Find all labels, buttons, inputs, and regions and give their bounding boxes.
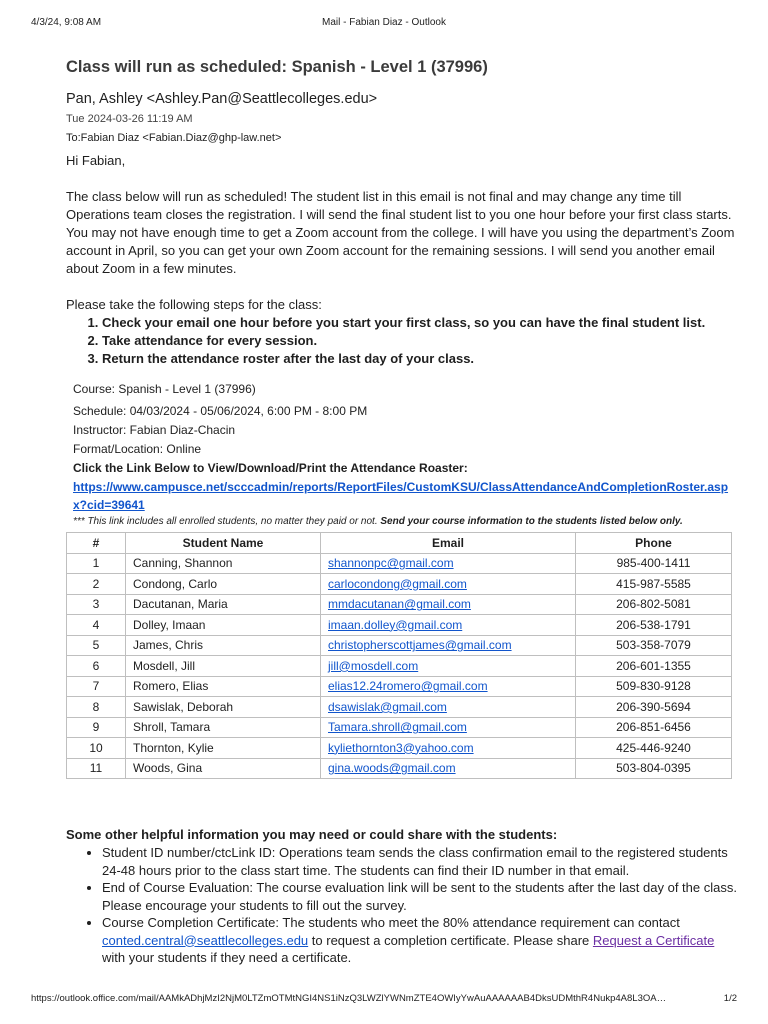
student-email-link[interactable]: carlocondong@gmail.com [328, 576, 467, 591]
cell-number: 5 [67, 635, 126, 656]
roster-link[interactable]: https://www.campusce.net/scccadmin/reports/ReportFiles/CustomKSU/ClassAttendanceAndCompletionRoster.aspx?cid=39641 [73, 480, 729, 512]
student-rows [67, 553, 732, 779]
cell-email[interactable] [321, 738, 576, 759]
cell-email[interactable] [321, 615, 576, 636]
table-header-row [67, 533, 732, 554]
print-timestamp: 4/3/24, 9:08 AM [31, 17, 102, 28]
course-instructor: Instructor: Fabian Diaz-Chacin [73, 423, 236, 437]
cell-email[interactable] [321, 594, 576, 615]
column-header-phone: Phone [576, 533, 732, 554]
course-info [66, 380, 738, 530]
table-row [67, 676, 732, 697]
cell-email[interactable] [321, 676, 576, 697]
roster-note [73, 514, 738, 530]
cell-phone: 206-851-6456 [576, 717, 732, 738]
cell-phone: 985-400-1411 [576, 553, 732, 574]
student-email-link[interactable]: jill@mosdell.com [328, 658, 419, 673]
steps-list [66, 314, 738, 368]
cell-email[interactable] [321, 553, 576, 574]
cell-student-name: Shroll, Tamara [126, 717, 321, 738]
cell-student-name: Dolley, Imaan [126, 615, 321, 636]
cell-phone: 206-538-1791 [576, 615, 732, 636]
course-schedule: Schedule: 04/03/2024 - 05/06/2024, 6:00 PM - 8:00 PM [73, 404, 368, 418]
cell-number: 3 [67, 594, 126, 615]
email-message [66, 56, 738, 967]
table-row [67, 615, 732, 636]
certificate-text-before: Course Completion Certificate: The students who meet the 80% attendance requirement can contact [102, 915, 680, 930]
cell-email[interactable] [321, 717, 576, 738]
step-item: 1. Check your email one hour before you start your first class, so you can have the final student list. [102, 314, 738, 332]
table-row [67, 738, 732, 759]
cell-number: 8 [67, 697, 126, 718]
cell-email[interactable] [321, 697, 576, 718]
table-row [67, 697, 732, 718]
helpful-info-title: Some other helpful information you may need or could share with the students: [66, 827, 558, 842]
cell-phone: 425-446-9240 [576, 738, 732, 759]
print-window-title: Mail - Fabian Diaz - Outlook [322, 17, 446, 28]
table-row [67, 594, 732, 615]
cell-student-name: Condong, Carlo [126, 574, 321, 595]
email-recipient: To:Fabian Diaz <Fabian.Diaz@ghp-law.net> [66, 132, 282, 144]
cell-phone: 503-358-7079 [576, 635, 732, 656]
certificate-text-after: with your students if they need a certificate. [102, 950, 352, 965]
cell-number: 11 [67, 758, 126, 779]
cell-number: 1 [67, 553, 126, 574]
cell-phone: 206-601-1355 [576, 656, 732, 677]
table-row [67, 656, 732, 677]
table-row [67, 717, 732, 738]
print-header [31, 17, 737, 31]
course-name: Course: Spanish - Level 1 (37996) [73, 382, 256, 396]
step-item: 3. Return the attendance roster after the last day of your class. [102, 350, 738, 368]
cell-number: 2 [67, 574, 126, 595]
roster-link-label: Click the Link Below to View/Download/Print the Attendance Roaster: [73, 461, 468, 475]
cell-number: 9 [67, 717, 126, 738]
cell-phone: 415-987-5585 [576, 574, 732, 595]
student-email-link[interactable]: Tamara.shroll@gmail.com [328, 720, 467, 735]
student-email-link[interactable]: dsawislak@gmail.com [328, 699, 447, 714]
student-email-link[interactable]: shannonpc@gmail.com [328, 556, 454, 571]
email-date: Tue 2024-03-26 11:19 AM [66, 113, 193, 125]
student-table [66, 532, 732, 779]
request-certificate-link[interactable]: Request a Certificate [592, 932, 715, 948]
steps-intro: Please take the following steps for the class: [66, 297, 322, 312]
cell-student-name: Dacutanan, Maria [126, 594, 321, 615]
table-row [67, 635, 732, 656]
email-subject: Class will run as scheduled: Spanish - Level 1 (37996) [66, 58, 488, 76]
helpful-item-evaluation: • End of Course Evaluation: The course evaluation link will be sent to the students after the last day of the class. Please encourage your students to fill out the survey. [102, 879, 738, 914]
cell-number: 6 [67, 656, 126, 677]
helpful-info-list [66, 844, 738, 967]
roster-note-bold: Send your course information to the students listed below only. [380, 516, 683, 527]
student-email-link[interactable]: gina.woods@gmail.com [328, 761, 456, 776]
table-row [67, 758, 732, 779]
email-paragraph: The class below will run as scheduled! The student list in this email is not final and may change any time till Operations team closes the registration. I will send the final student list to you one hour before your first class starts. You may not have enough time to get a Zoom account from the college. I will have you using the department’s Zoom account in April, so you can get your own Zoom account for the remaining sessions. I will send you another email about Zoom in a few minutes. [66, 189, 735, 276]
cell-number: 10 [67, 738, 126, 759]
helpful-item-student-id: • Student ID number/ctcLink ID: Operations team sends the class confirmation email to the registered students 24-48 hours prior to the class start time. The students can find their ID number in that email. [102, 844, 738, 879]
email-body [66, 152, 738, 967]
print-url: https://outlook.office.com/mail/AAMkADhjMzI2NjM0LTZmOTMtNGI4NS1iNzQ3LWZlYWNmZTE4OWIyYwAuAAAAAAB4DksUDMthR4Nukp4A8L3OA… [31, 993, 667, 1004]
table-row [67, 553, 732, 574]
student-email-link[interactable]: imaan.dolley@gmail.com [328, 617, 463, 632]
student-email-link[interactable]: mmdacutanan@gmail.com [328, 597, 471, 612]
cell-email[interactable] [321, 758, 576, 779]
step-item: 2. Take attendance for every session. [102, 332, 738, 350]
cell-phone: 509-830-9128 [576, 676, 732, 697]
cell-number: 4 [67, 615, 126, 636]
cell-student-name: Mosdell, Jill [126, 656, 321, 677]
email-greeting: Hi Fabian, [66, 153, 126, 168]
cell-email[interactable] [321, 635, 576, 656]
cell-phone: 206-390-5694 [576, 697, 732, 718]
cell-student-name: Sawislak, Deborah [126, 697, 321, 718]
certificate-text-middle: to request a completion certificate. Please share [311, 932, 590, 948]
cell-student-name: Canning, Shannon [126, 553, 321, 574]
column-header-name: Student Name [126, 533, 321, 554]
conted-email-link[interactable]: conted.central@seattlecolleges.edu [102, 932, 309, 948]
column-header-number: # [67, 533, 126, 554]
cell-student-name: Romero, Elias [126, 676, 321, 697]
cell-email[interactable] [321, 656, 576, 677]
course-format: Format/Location: Online [73, 442, 202, 456]
table-row [67, 574, 732, 595]
student-email-link[interactable]: christopherscottjames@gmail.com [328, 638, 512, 653]
helpful-item-certificate [102, 914, 738, 967]
print-footer [31, 993, 737, 1007]
email-sender[interactable]: Pan, Ashley <Ashley.Pan@Seattlecolleges.edu> [66, 91, 378, 107]
cell-student-name: James, Chris [126, 635, 321, 656]
roster-note-italic: *** This link includes all enrolled students, no matter they paid or not. [73, 516, 378, 527]
cell-number: 7 [67, 676, 126, 697]
cell-student-name: Thornton, Kylie [126, 738, 321, 759]
cell-student-name: Woods, Gina [126, 758, 321, 779]
student-email-link[interactable]: kyliethornton3@yahoo.com [328, 740, 474, 755]
student-email-link[interactable]: elias12.24romero@gmail.com [328, 679, 488, 694]
cell-phone: 503-804-0395 [576, 758, 732, 779]
column-header-email: Email [321, 533, 576, 554]
cell-email[interactable] [321, 574, 576, 595]
print-page-number: 1/2 [723, 993, 737, 1004]
cell-phone: 206-802-5081 [576, 594, 732, 615]
